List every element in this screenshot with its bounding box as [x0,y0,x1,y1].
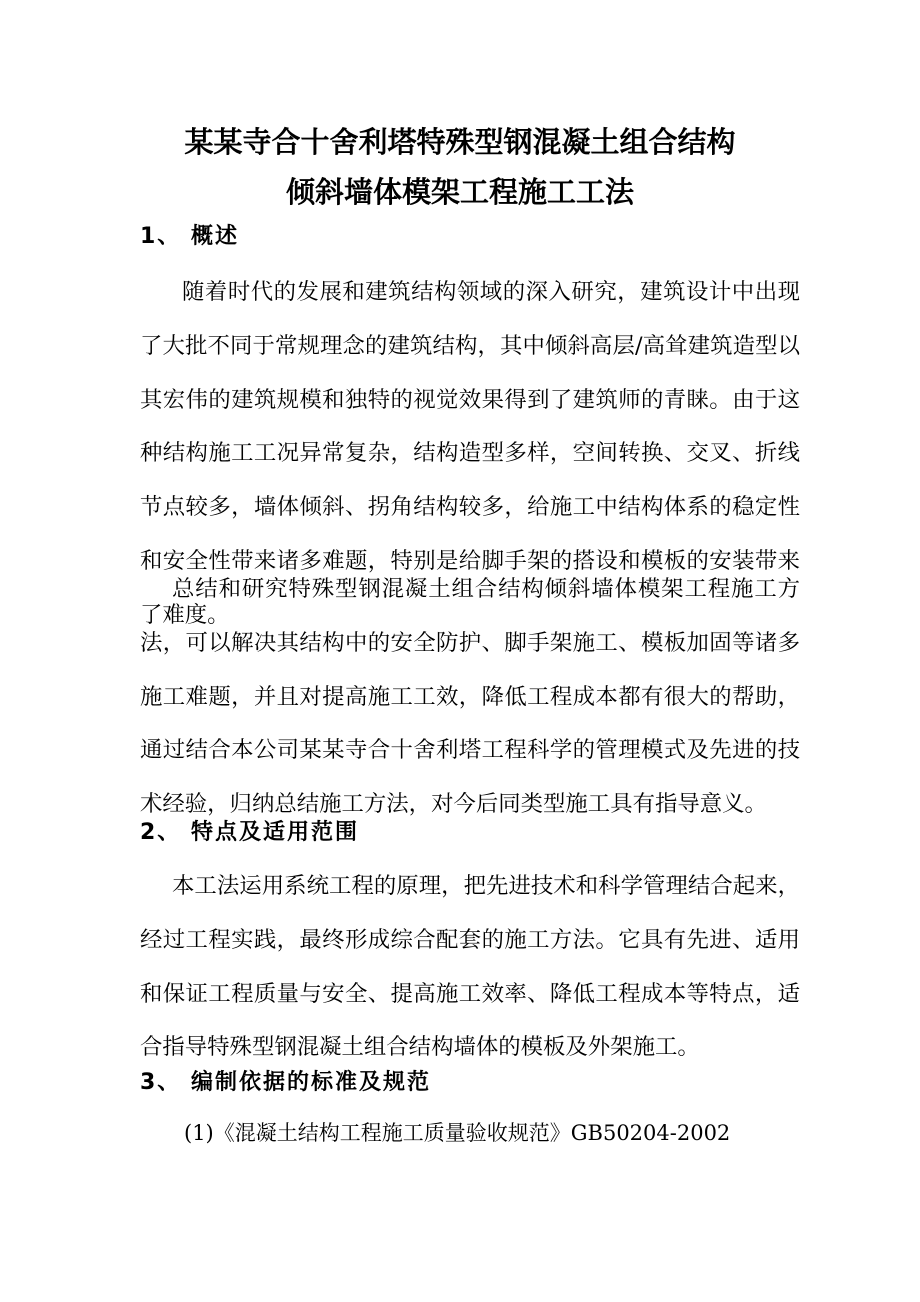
section-heading-standards: 3、 编制依据的标准及规范 [140,1070,431,1095]
paragraph-features-1: 本工法运用系统工程的原理，把先进技术和科学管理结合起来，经过工程实践，最终形成综合配套的施工方法。它具有先进、适用和保证工程质量与安全、提高施工效率、降低工程成本等特点，适合指导特殊型钢混凝土组合结构墙体的模板及外架施工。 [140,873,800,1061]
document-title-line-2: 倾斜墙体模架工程施工工法 [285,175,634,209]
paragraph-overview-2: 总结和研究特殊型钢混凝土组合结构倾斜墙体模架工程施工方法，可以解决其结构中的安全防护、脚手架施工、模板加固等诸多施工难题，并且对提高施工工效，降低工程成本都有很大的帮助，通过结合本公司某某寺合十舍利塔工程科学的管理模式及先进的技术经验，归纳总结施工方法，对今后同类型施工具有指导意义。 [140,576,800,818]
section-heading-overview: 1、 概述 [140,224,239,249]
document-title-line-1: 某某寺合十舍利塔特殊型钢混凝土组合结构 [184,125,736,159]
standard-list-item: (1)《混凝土结构工程施工质量验收规范》GB50204-2002 [184,1121,731,1145]
paragraph-overview-1: 随着时代的发展和建筑结构领域的深入研究，建筑设计中出现了大批不同于常规理念的建筑结构，其中倾斜高层/高耸建筑造型以其宏伟的建筑规模和独特的视觉效果得到了建筑师的青睐。由于这种结构施工工况异常复杂，结构造型多样，空间转换、交叉、折线节点较多，墙体倾斜、拐角结构较多，给施工中结构体系的稳定性和安全性带来诸多难题，特别是给脚手架的搭设和模板的安装带来了难度。 [140,279,800,628]
section-heading-features: 2、 特点及适用范围 [140,820,359,845]
